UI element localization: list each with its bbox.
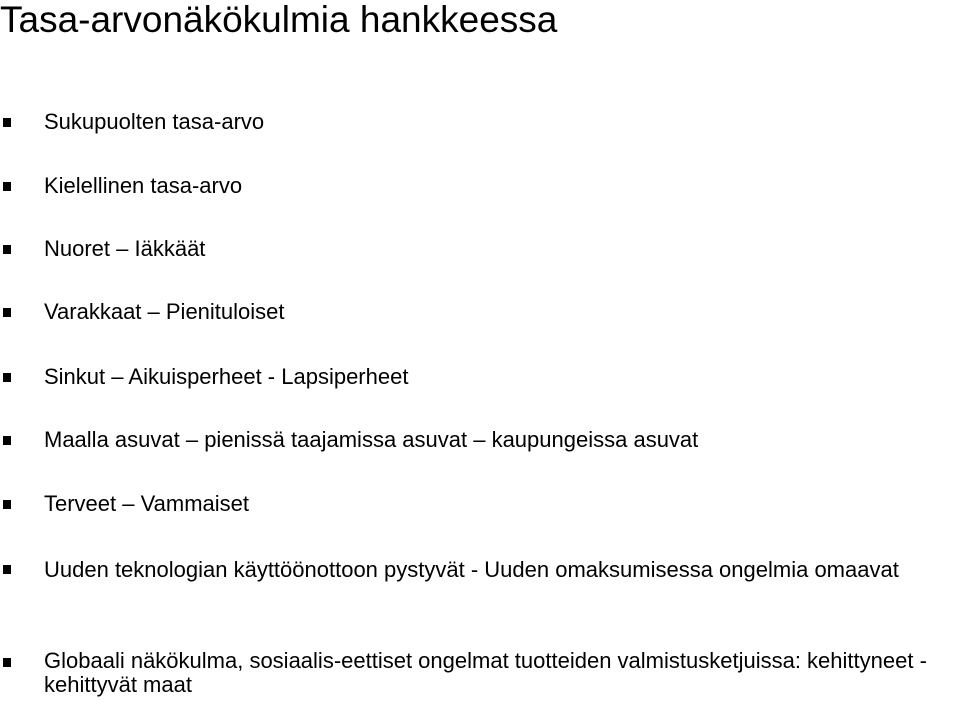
bullet-text: Uuden teknologian käyttöönottoon pystyvät - Uuden omaksumisessa ongelmia omaavat	[44, 557, 899, 582]
slide-title: Tasa-arvonäkökulmia hankkeessa	[0, 0, 558, 40]
square-bullet-icon	[3, 500, 11, 509]
bullet-text: Terveet – Vammaiset	[44, 491, 250, 516]
square-bullet-icon	[3, 565, 11, 574]
square-bullet-icon	[3, 308, 11, 317]
square-bullet-icon	[3, 658, 11, 667]
square-bullet-icon	[3, 118, 11, 127]
bullet-text: Varakkaat – Pienituloiset	[44, 299, 285, 324]
bullet-text: Globaali näkökulma, sosiaalis-eettiset ongelmat tuotteiden valmistusketjuissa: kehittyneet - kehittyvät maat	[44, 648, 927, 697]
bullet-text: Sinkut – Aikuisperheet - Lapsiperheet	[44, 364, 409, 389]
square-bullet-icon	[3, 436, 11, 445]
bullet-text: Maalla asuvat – pienissä taajamissa asuvat – kaupungeissa asuvat	[44, 427, 699, 452]
square-bullet-icon	[3, 245, 11, 254]
bullet-text: Nuoret – Iäkkäät	[44, 236, 206, 261]
bullet-text: Kielellinen tasa-arvo	[44, 173, 243, 198]
bullet-text: Sukupuolten tasa-arvo	[44, 109, 265, 134]
square-bullet-icon	[3, 373, 11, 382]
square-bullet-icon	[3, 182, 11, 191]
